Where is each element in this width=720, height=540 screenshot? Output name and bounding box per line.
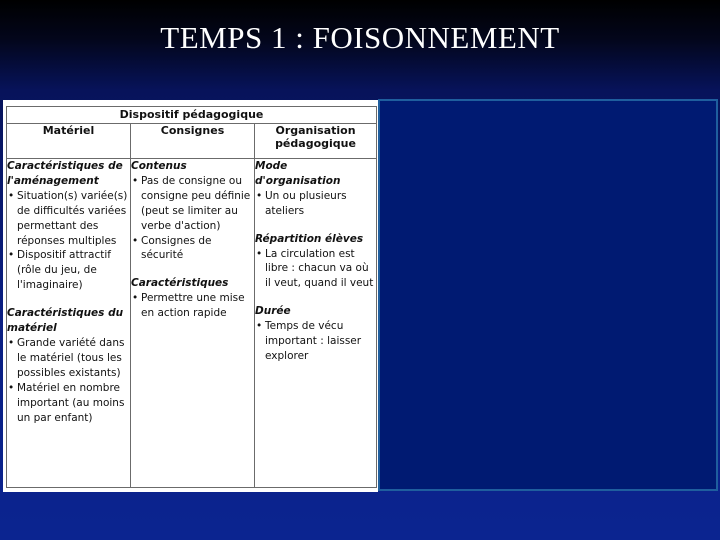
section-heading: Caractéristiques: [131, 277, 229, 290]
bullet-list: [255, 319, 376, 364]
cell-organisation: [255, 159, 377, 488]
cell-consignes: [131, 159, 255, 488]
column-header-materiel: Matériel: [7, 124, 131, 159]
bullet-list: [255, 189, 376, 219]
list-item: • Dispositif attractif (rôle du jeu, de l'imaginaire): [7, 248, 130, 293]
list-item: • Temps de vécu important : laisser explorer: [255, 319, 376, 364]
section-heading: Caractéristiques de l'aménagement: [7, 160, 123, 187]
list-item: • La circulation est libre : chacun va où il veut, quand il veut: [255, 247, 376, 292]
section-heading: Répartition élèves: [255, 232, 364, 245]
list-item: • Permettre une mise en action rapide: [131, 291, 254, 321]
bullet-list: [7, 189, 130, 293]
dispositif-table: [6, 106, 377, 488]
content-placeholder-panel: [378, 99, 718, 491]
column-header-consignes: Consignes: [131, 124, 255, 159]
list-item: • Matériel en nombre important (au moins un par enfant): [7, 381, 130, 426]
bullet-list: [255, 247, 376, 292]
bullet-list: [131, 291, 254, 321]
column-header-organisation: Organisation pédagogique: [255, 124, 377, 159]
list-item: • Un ou plusieurs ateliers: [255, 189, 376, 219]
table-image-panel: [3, 100, 378, 492]
slide-title: TEMPS 1 : FOISONNEMENT: [160, 20, 560, 55]
section-heading: Caractéristiques du matériel: [7, 307, 124, 335]
cell-materiel: [7, 159, 131, 488]
section-heading: Mode d'organisation: [255, 160, 341, 187]
bullet-list: [131, 174, 254, 263]
bullet-list: [7, 336, 130, 425]
section-heading: Durée: [255, 305, 291, 318]
section-heading: Contenus: [131, 160, 187, 172]
list-item: • Consignes de sécurité: [131, 234, 254, 264]
list-item: • Grande variété dans le matériel (tous les possibles existants): [7, 336, 130, 381]
list-item: • Pas de consigne ou consigne peu définie (peut se limiter au verbe d'action): [131, 174, 254, 234]
list-item: • Situation(s) variée(s) de difficultés variées permettant des réponses multiples: [7, 189, 130, 249]
table-main-header: Dispositif pédagogique: [7, 107, 377, 124]
